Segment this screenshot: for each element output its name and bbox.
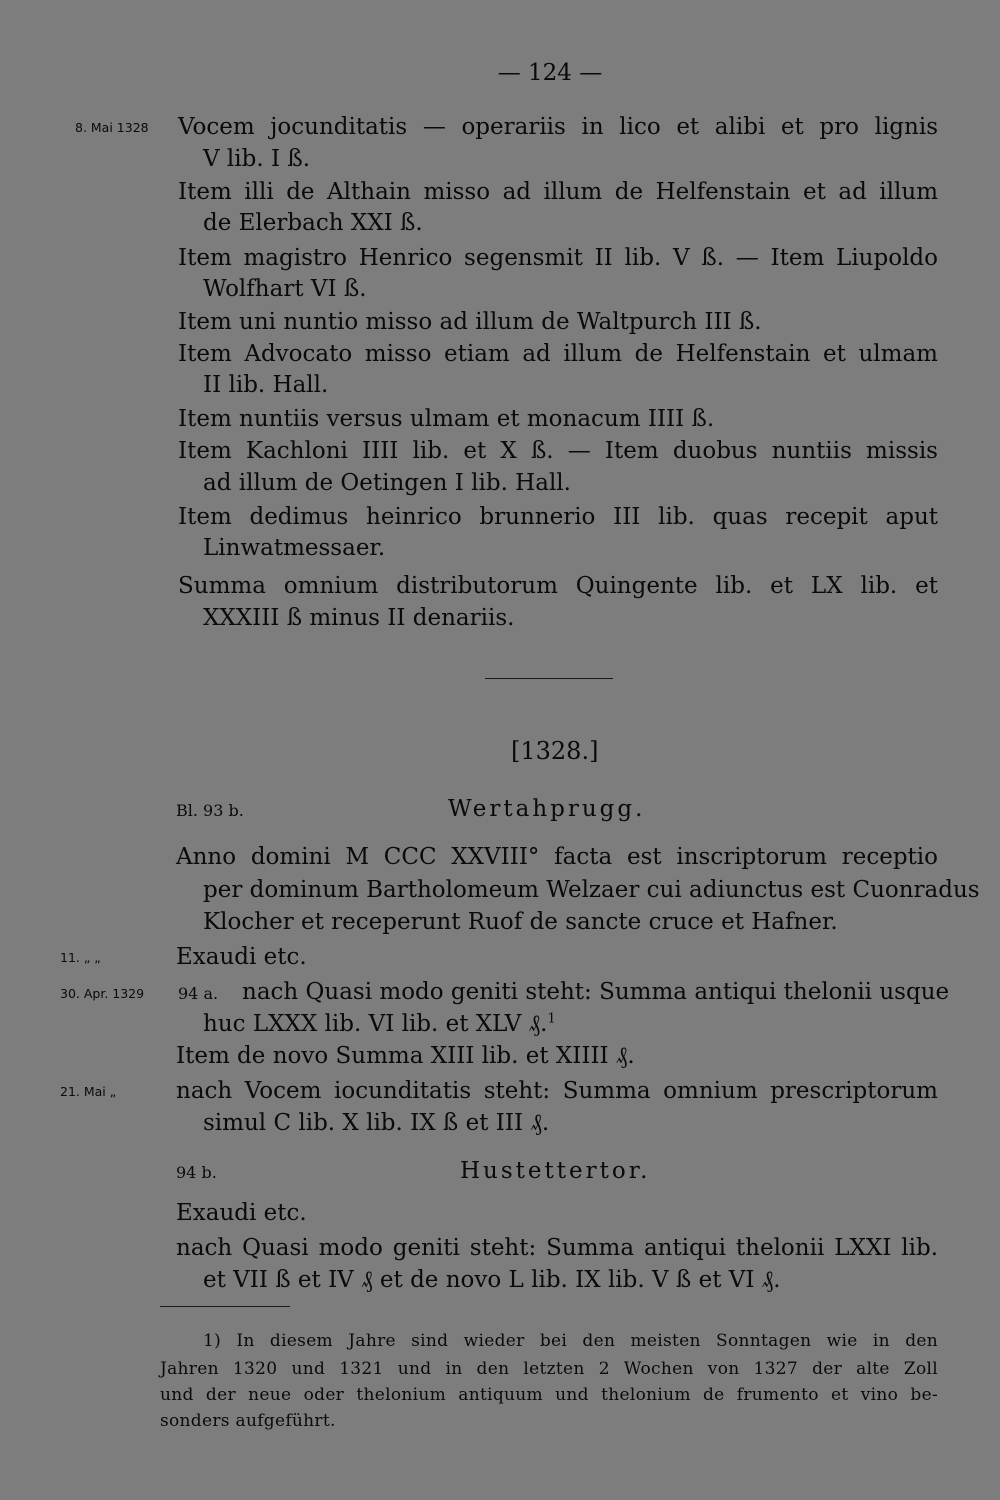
margin-date: 30. Apr. 1329	[60, 986, 145, 1001]
text-line: nach Quasi modo geniti steht: Summa antiqui thelonii usque	[242, 979, 950, 1005]
text-line: nach Quasi modo geniti steht: Summa antiqui thelonii LXXI lib.	[176, 1235, 938, 1261]
text-line	[203, 1010, 556, 1038]
text-line: Exaudi etc.	[176, 1200, 307, 1226]
text-line: de Elerbach XXI ß.	[203, 210, 423, 236]
text-line: Item Kachloni IIII lib. et X ß. — Item duobus nuntiis missis	[178, 438, 938, 464]
text-line: Item uni nuntio misso ad illum de Waltpurch III ß.	[178, 309, 762, 335]
text-line: Klocher et receperunt Ruof de sancte cruce et Hafner.	[203, 909, 838, 935]
text-line: simul C lib. X lib. IX ß et III ₰.	[203, 1110, 550, 1136]
text-line: Anno domini M CCC XXVIII° facta est inscriptorum receptio	[176, 844, 938, 870]
footnote-line: Jahren 1320 und 1321 und in den letzten 2 Wochen von 1327 der alte Zoll	[160, 1359, 938, 1379]
text-line: Vocem jocunditatis — operariis in lico et alibi et pro lignis	[178, 114, 938, 140]
text-line: Wolfhart VI ß.	[203, 276, 367, 302]
text-line: Linwatmessaer.	[203, 535, 386, 561]
year-heading: [1328.]	[511, 737, 599, 765]
text-line: Item nuntiis versus ulmam et monacum IIII ß.	[178, 406, 715, 432]
text-line: Summa omnium distributorum Quingente lib. et LX lib. et	[178, 573, 938, 599]
text-line: et VII ß et IV ₰ et de novo L lib. IX lib. V ß et VI ₰.	[203, 1267, 781, 1293]
text-line: II lib. Hall.	[203, 372, 329, 398]
text-line: Item Advocato misso etiam ad illum de Helfenstain et ulmam	[178, 341, 938, 367]
folio-ref: 94 b.	[176, 1163, 217, 1182]
text-line: Item magistro Henrico segensmit II lib. V ß. — Item Liupoldo	[178, 245, 938, 271]
folio-ref: Bl. 93 b.	[176, 801, 244, 820]
section-divider	[485, 678, 613, 679]
text-span: huc LXXX lib. VI lib. et XLV ₰.	[203, 1011, 548, 1037]
margin-date: 8. Mai 1328	[75, 120, 149, 135]
folio-ref: 94 a.	[178, 984, 219, 1003]
section-title: Hustettertor.	[460, 1158, 651, 1184]
section-title: Wertahprugg.	[448, 796, 646, 822]
text-line: V lib. I ß.	[203, 146, 311, 172]
page-number: — 124 —	[497, 60, 603, 86]
margin-date: 21. Mai „	[60, 1084, 117, 1099]
footnote-marker: 1	[547, 1011, 556, 1027]
footnote-line: 1) In diesem Jahre sind wieder bei den meisten Sonntagen wie in den	[203, 1331, 938, 1351]
footnote-line: sonders aufgeführt.	[160, 1411, 336, 1431]
text-line: ad illum de Oetingen I lib. Hall.	[203, 470, 571, 496]
text-line: Item de novo Summa XIII lib. et XIIII ₰.	[176, 1043, 635, 1069]
text-line: Exaudi etc.	[176, 944, 307, 970]
margin-date: 11. „ „	[60, 950, 101, 965]
footnote-divider	[160, 1306, 290, 1307]
text-line: per dominum Bartholomeum Welzaer cui adiunctus est Cuonradus	[203, 877, 980, 903]
text-line: Item illi de Althain misso ad illum de Helfenstain et ad illum	[178, 179, 938, 205]
text-line: nach Vocem iocunditatis steht: Summa omnium prescriptorum	[176, 1078, 938, 1104]
text-line: Item dedimus heinrico brunnerio III lib. quas recepit aput	[178, 504, 938, 530]
text-line: XXXIII ß minus II denariis.	[203, 605, 515, 631]
footnote-line: und der neue oder thelonium antiquum und thelonium de frumento et vino be-	[160, 1385, 938, 1405]
